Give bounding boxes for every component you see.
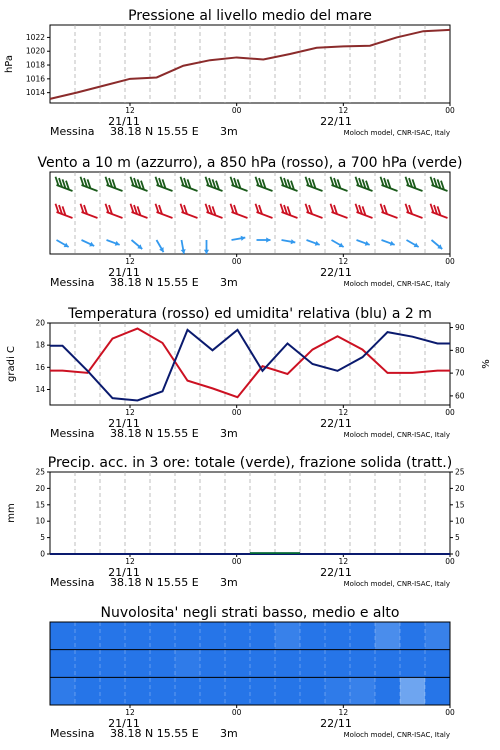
- cloud-cell: [50, 650, 76, 678]
- cloud-cell: [225, 650, 251, 678]
- plot-frame: [50, 323, 450, 405]
- cloud-cell: [100, 650, 126, 678]
- cloud-cell: [400, 650, 426, 678]
- y-tick-label: 1014: [25, 88, 45, 98]
- date-label: 22/11: [320, 115, 352, 128]
- barb-staff: [332, 212, 348, 218]
- date-label: 21/11: [108, 717, 140, 730]
- x-tick-label: 00: [445, 557, 455, 566]
- wind-barb-2: [107, 240, 120, 246]
- location-coords: 38.18 N 15.55 E: [110, 727, 199, 740]
- barb-staff: [107, 212, 123, 218]
- y-tick-label-right: 20: [455, 483, 465, 493]
- cloud-cell: [275, 677, 301, 705]
- y-tick-label: 20: [35, 318, 45, 328]
- x-tick-label: 00: [231, 557, 242, 566]
- y-tick-label: 90: [455, 323, 465, 333]
- panel-title: Temperatura (rosso) ed umidita' relativa (blu) a 2 m: [68, 306, 432, 322]
- cloud-cell: [425, 650, 451, 678]
- cloud-cell: [225, 622, 251, 650]
- wind-barb-0: [406, 177, 423, 191]
- wind-barb-0: [181, 177, 198, 191]
- wind-barb-1: [431, 204, 448, 218]
- cloud-cell: [275, 650, 301, 678]
- wind-barb-0: [256, 177, 273, 191]
- x-tick-label: 12: [338, 106, 349, 115]
- cloud-cell: [100, 677, 126, 705]
- date-label: 21/11: [108, 266, 140, 279]
- panel-2: [6, 306, 492, 440]
- y-axis-label: %: [481, 359, 492, 369]
- wind-barb-0: [206, 177, 223, 191]
- wind-barb-2: [82, 240, 95, 246]
- panel-title: Precip. acc. in 3 ore: totale (verde), frazione solida (tratt.): [47, 455, 453, 471]
- panel-title: Pressione al livello medio del mare: [128, 8, 372, 24]
- cloud-cell: [275, 622, 301, 650]
- cloud-cell: [125, 677, 151, 705]
- cloud-cell: [400, 622, 426, 650]
- model-credit: Moloch model, CNR-ISAC, Italy: [343, 580, 450, 588]
- barb-staff: [82, 212, 98, 218]
- cloud-cell: [250, 622, 276, 650]
- plot-frame: [50, 472, 450, 554]
- y-tick-label-right: 5: [455, 533, 460, 543]
- barb-staff: [307, 212, 323, 218]
- y-tick-label: 1022: [25, 32, 45, 42]
- x-tick-label: 00: [445, 408, 455, 417]
- date-label: 21/11: [108, 417, 140, 430]
- cloud-cell: [75, 650, 101, 678]
- barb-staff: [182, 212, 198, 218]
- cloud-cell: [425, 677, 451, 705]
- model-credit: Moloch model, CNR-ISAC, Italy: [343, 731, 450, 739]
- date-label: 22/11: [320, 566, 352, 579]
- cloud-cell: [350, 677, 376, 705]
- x-tick-label: 12: [338, 557, 349, 566]
- cloud-cell: [200, 622, 226, 650]
- y-tick-label: 80: [455, 345, 465, 355]
- wind-barb-1: [281, 204, 298, 218]
- y-tick-label-right: 0: [455, 549, 460, 559]
- wind-barb-1: [356, 204, 373, 218]
- wind-barb-0: [156, 177, 173, 191]
- wind-barb-2: [181, 240, 186, 254]
- cloud-cell: [375, 622, 401, 650]
- location-coords: 38.18 N 15.55 E: [110, 125, 199, 138]
- y-tick-label: 1020: [25, 46, 45, 56]
- barb-staff: [257, 212, 273, 218]
- wind-barb-0: [231, 177, 248, 191]
- wind-barb-1: [106, 204, 123, 218]
- cloud-cell: [175, 622, 201, 650]
- x-tick-label: 00: [231, 708, 242, 717]
- x-tick-label: 00: [445, 106, 455, 115]
- y-tick-label: 1018: [25, 60, 45, 70]
- wind-barb-1: [131, 204, 148, 218]
- wind-barb-1: [381, 204, 398, 218]
- panel-1: [37, 155, 462, 289]
- date-label: 22/11: [320, 266, 352, 279]
- location-elev: 3m: [220, 125, 238, 138]
- y-tick-label-right: 25: [455, 467, 465, 477]
- wind-barb-0: [431, 177, 448, 191]
- wind-barb-1: [306, 204, 323, 218]
- x-tick-label: 12: [125, 708, 135, 717]
- cloud-cell: [50, 677, 76, 705]
- cloud-cell: [125, 622, 151, 650]
- location-name: Messina: [50, 427, 95, 440]
- location-coords: 38.18 N 15.55 E: [110, 427, 199, 440]
- arrow-head: [266, 237, 270, 242]
- wind-barb-0: [106, 177, 123, 191]
- wind-barb-0: [306, 177, 323, 191]
- wind-barb-1: [231, 204, 248, 218]
- x-tick-label: 00: [231, 408, 242, 417]
- wind-barb-0: [56, 177, 73, 191]
- precip-bar: [275, 552, 300, 554]
- x-tick-label: 12: [125, 557, 135, 566]
- location-name: Messina: [50, 576, 95, 589]
- y-tick-label: 60: [455, 391, 465, 401]
- y-tick-label: 20: [35, 483, 45, 493]
- panel-title: Vento a 10 m (azzurro), a 850 hPa (rosso), a 700 hPa (verde): [37, 155, 463, 171]
- wind-barb-1: [156, 204, 173, 218]
- wind-barb-2: [57, 240, 69, 247]
- wind-barb-2: [282, 239, 296, 244]
- cloud-cell: [150, 650, 176, 678]
- x-tick-label: 12: [338, 408, 349, 417]
- y-tick-label: 14: [35, 384, 45, 394]
- cloud-cell: [250, 650, 276, 678]
- wind-barb-0: [381, 177, 398, 191]
- wind-barb-1: [206, 204, 223, 218]
- x-tick-label: 12: [125, 257, 135, 266]
- cloud-cell: [75, 677, 101, 705]
- wind-barb-2: [132, 240, 143, 249]
- wind-barb-2: [204, 240, 209, 254]
- panel-3: [6, 455, 465, 589]
- cloud-cell: [325, 622, 351, 650]
- y-tick-label: 5: [40, 533, 45, 543]
- model-credit: Moloch model, CNR-ISAC, Italy: [343, 280, 450, 288]
- x-tick-label: 00: [231, 106, 242, 115]
- precip-bar: [250, 552, 275, 554]
- date-label: 22/11: [320, 417, 352, 430]
- cloud-cell: [200, 677, 226, 705]
- barb-staff: [382, 212, 398, 218]
- cloud-cell: [350, 622, 376, 650]
- cloud-cell: [400, 677, 426, 705]
- location-elev: 3m: [220, 427, 238, 440]
- wind-barb-0: [131, 177, 148, 191]
- x-tick-label: 12: [338, 257, 349, 266]
- y-tick-label: 0: [40, 549, 45, 559]
- y-tick-label: 1016: [25, 74, 45, 84]
- cloud-cell: [175, 650, 201, 678]
- arrow-head: [204, 250, 209, 254]
- y-tick-label: 16: [35, 362, 45, 372]
- panel-0: [4, 8, 455, 138]
- y-tick-label: 15: [35, 500, 45, 510]
- wind-barb-0: [281, 177, 298, 191]
- wind-barb-2: [257, 237, 271, 242]
- cloud-cell: [100, 622, 126, 650]
- wind-barb-1: [56, 204, 73, 218]
- location-name: Messina: [50, 276, 95, 289]
- wind-barb-2: [332, 240, 344, 247]
- cloud-cell: [375, 650, 401, 678]
- panel-4: [50, 605, 455, 740]
- wind-barb-1: [81, 204, 98, 218]
- cloud-cell: [250, 677, 276, 705]
- wind-barb-2: [382, 240, 395, 246]
- location-name: Messina: [50, 727, 95, 740]
- cloud-cell: [425, 622, 451, 650]
- location-elev: 3m: [220, 276, 238, 289]
- cloud-cell: [350, 650, 376, 678]
- cloud-cell: [300, 650, 326, 678]
- cloud-cell: [225, 677, 251, 705]
- cloud-cell: [300, 622, 326, 650]
- wind-barb-1: [256, 204, 273, 218]
- x-tick-label: 12: [338, 708, 349, 717]
- x-tick-label: 12: [125, 408, 135, 417]
- panel-title: Nuvolosita' negli strati basso, medio e alto: [100, 605, 400, 621]
- barb-staff: [157, 212, 173, 218]
- cloud-cell: [150, 677, 176, 705]
- y-tick-label-right: 15: [455, 500, 465, 510]
- wind-barb-0: [356, 177, 373, 191]
- cloud-cell: [325, 650, 351, 678]
- cloud-cell: [125, 650, 151, 678]
- date-label: 21/11: [108, 115, 140, 128]
- location-elev: 3m: [220, 727, 238, 740]
- cloud-cell: [300, 677, 326, 705]
- cloud-cell: [200, 650, 226, 678]
- model-credit: Moloch model, CNR-ISAC, Italy: [343, 129, 450, 137]
- cloud-cell: [375, 677, 401, 705]
- wind-barb-1: [181, 204, 198, 218]
- barb-staff: [407, 212, 423, 218]
- location-coords: 38.18 N 15.55 E: [110, 276, 199, 289]
- date-label: 21/11: [108, 566, 140, 579]
- barb-staff: [232, 212, 248, 218]
- wind-barb-2: [232, 236, 246, 241]
- wind-barb-1: [406, 204, 423, 218]
- date-label: 22/11: [320, 717, 352, 730]
- wind-barb-0: [81, 177, 98, 191]
- cloud-cell: [150, 622, 176, 650]
- cloud-cell: [175, 677, 201, 705]
- y-tick-label: 18: [35, 340, 45, 350]
- x-tick-label: 00: [445, 708, 455, 717]
- wind-barb-2: [432, 240, 443, 249]
- y-axis-label: gradi C: [6, 346, 17, 382]
- wind-barb-2: [157, 240, 164, 252]
- wind-barb-2: [407, 240, 419, 247]
- x-tick-label: 12: [125, 106, 135, 115]
- location-name: Messina: [50, 125, 95, 138]
- y-tick-label-right: 10: [455, 516, 465, 526]
- x-tick-label: 00: [231, 257, 242, 266]
- cloud-cell: [325, 677, 351, 705]
- cloud-cell: [75, 622, 101, 650]
- wind-barb-0: [331, 177, 348, 191]
- y-tick-label: 10: [35, 516, 45, 526]
- model-credit: Moloch model, CNR-ISAC, Italy: [343, 431, 450, 439]
- y-tick-label: 25: [35, 467, 45, 477]
- cloud-cell: [50, 622, 76, 650]
- x-tick-label: 00: [445, 257, 455, 266]
- wind-barb-2: [357, 240, 370, 246]
- wind-barb-1: [331, 204, 348, 218]
- location-coords: 38.18 N 15.55 E: [110, 576, 199, 589]
- y-axis-label: mm: [6, 503, 17, 523]
- wind-barb-2: [307, 240, 320, 246]
- y-axis-label: hPa: [4, 54, 15, 74]
- location-elev: 3m: [220, 576, 238, 589]
- y-tick-label: 70: [455, 368, 465, 378]
